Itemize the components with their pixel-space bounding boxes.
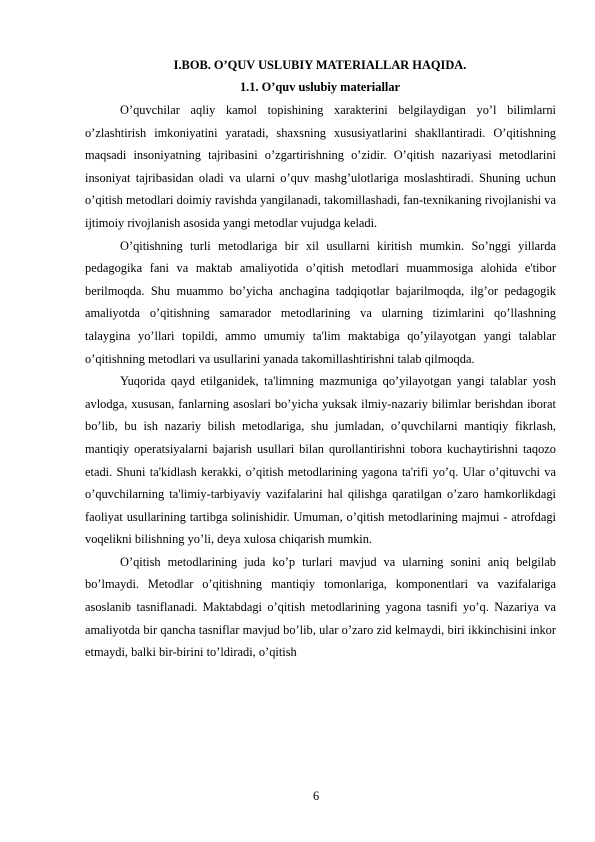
paragraph-3: Yuqorida qayd etilganidek, ta'limning mazmuniga qo’yilayotgan yangi talablar yosh avlodga, xususan, fanlarning asoslari bo’yicha yuksak ilmiy-nazariy bilimlar berishdan iborat bo’lib, bu ish nazariy bilish metodlariga, shu jumladan, o’quvchilarni mantiqiy fikrlash, mantiqiy operatsiyalarni bajarish usullari bilan qurollantirishni tobora kuchaytirishni taqozo etadi. Shuni ta'kidlash kerakki, o’qitish metodlarining yagona ta'rifi yo’q. Ular o’qituvchi va o’quvchilarning ta'limiy-tarbiyaviy vazifalarini hal qilishga qaratilgan o’zaro hamkorlikdagi faoliyat usullarining tartibga solinishidir. Umuman, o’qitish metodlarining majmui - atrofdagi voqelikni bilishning yo’li, deya xulosa chiqarish mumkin. (85, 374, 556, 547)
chapter-title: I.BOB. O’QUV USLUBIY MATERIALLAR HAQIDA. (173, 58, 467, 72)
section-title: 1.1. O’quv uslubiy materiallar (239, 80, 401, 94)
paragraph-4: O’qitish metodlarining juda ko’p turlari mavjud va ularning sonini aniq belgilab bo’lmaydi. Metodlar o’qitishning mantiqiy tomonlariga, komponentlari va vazifalariga asoslanib tasniflanadi. Maktabdagi o’qitish metodlarining yagona tasnifi yo’q. Nazariya va amaliyotda bir qancha tasniflar mavjud bo’lib, ular o’zaro zid kelmaydi, biri ikkinchisini inkor etmaydi, balki bir-birini to’ldiradi, o’qitish (85, 554, 556, 660)
body-text (85, 99, 556, 664)
page-number: 6 (313, 789, 320, 803)
paragraph-1: O’quvchilar aqliy kamol topishining xarakterini belgilaydigan yo’l bilimlarni o’zlashtirish imkoniyatini yaratadi, shaxsning xususiyatlarini shakllantiradi. O’qitishning maqsadi insoniyatning tajribasini o’zgartirishning o’zidir. O’qitish nazariyasi metodlarini insoniyat tajribasidan oladi va ularni o’quv mashg’ulotlariga moslashtiradi. Shuning uchun o’qitish metodlari doimiy ravishda yangilanadi, takomillashadi, fan-texnikaning rivojlanishi va ijtimoiy rivojlanish asosida yangi metodlar vujudga keladi. (85, 103, 556, 230)
paragraph-2: O’qitishning turli metodlariga bir xil usullarni kiritish mumkin. So’nggi yillarda pedagogika fani va maktab amaliyotida o’qitish metodlari muammosiga alohida e'tibor berilmoqda. Shu muammo bo’yicha anchagina tadqiqotlar bajarilmoqda, ilg’or pedagogik amaliyotda o’qitishning samarador metodlarining va ularning tizimlarini qo’llashning talaygina yo’llari topildi, ammo umumiy ta'lim maktabiga qo’yilayotgan yangi talablar o’qitishning metodlari va usullarini yanada takomillashtirishni talab qilmoqda. (85, 238, 556, 366)
